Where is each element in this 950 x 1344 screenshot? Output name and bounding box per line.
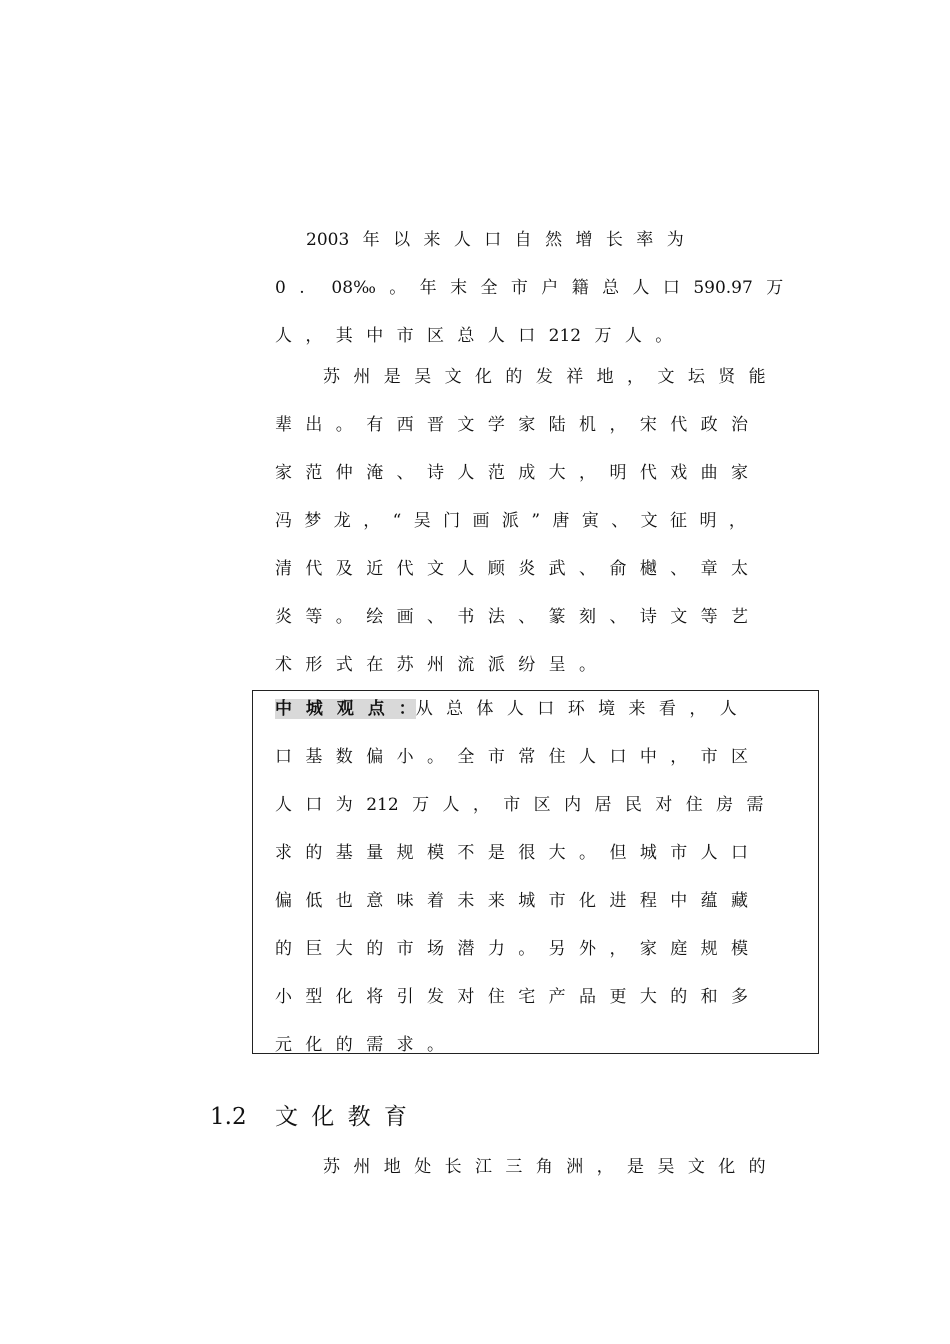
section-number: 1.2 bbox=[210, 1104, 247, 1130]
viewpoint-line: 口 基 数 偏 小 。 全 市 常 住 人 口 中 ， 市 区 bbox=[275, 747, 749, 767]
paragraph-line: 炎 等 。 绘 画 、 书 法 、 篆 刻 、 诗 文 等 艺 bbox=[275, 607, 749, 627]
paragraph-line: 苏 州 地 处 长 江 三 角 洲 ， 是 吴 文 化 的 bbox=[323, 1157, 766, 1177]
viewpoint-line: 的 巨 大 的 市 场 潜 力 。 另 外 ， 家 庭 规 模 bbox=[275, 939, 749, 959]
viewpoint-first-line bbox=[275, 698, 737, 720]
viewpoint-line: 小 型 化 将 引 发 对 住 宅 产 品 更 大 的 和 多 bbox=[275, 987, 749, 1007]
paragraph-line: 家 范 仲 淹 、 诗 人 范 成 大 ， 明 代 戏 曲 家 bbox=[275, 463, 749, 483]
viewpoint-line: 求 的 基 量 规 模 不 是 很 大 。 但 城 市 人 口 bbox=[275, 843, 749, 863]
paragraph-line: 术 形 式 在 苏 州 流 派 纷 呈 。 bbox=[275, 655, 597, 675]
paragraph-line: 苏 州 是 吴 文 化 的 发 祥 地 ， 文 坛 贤 能 bbox=[323, 367, 766, 387]
viewpoint-line: 人 口 为 212 万 人 ， 市 区 内 居 民 对 住 房 需 bbox=[275, 795, 764, 815]
viewpoint-line: 偏 低 也 意 味 着 未 来 城 市 化 进 程 中 蕴 藏 bbox=[275, 891, 749, 911]
viewpoint-first-text: 从 总 体 人 口 环 境 来 看 ， 人 bbox=[415, 699, 737, 719]
paragraph-line: 2003 年 以 来 人 口 自 然 增 长 率 为 bbox=[306, 230, 684, 250]
section-title: 文 化 教 育 bbox=[275, 1104, 407, 1130]
paragraph-line: 清 代 及 近 代 文 人 顾 炎 武 、 俞 樾 、 章 太 bbox=[275, 559, 749, 579]
paragraph-line: 人 ， 其 中 市 区 总 人 口 212 万 人 。 bbox=[275, 326, 673, 346]
viewpoint-line: 元 化 的 需 求 。 bbox=[275, 1035, 445, 1055]
paragraph-line: 0 . 08‰ 。 年 末 全 市 户 籍 总 人 口 590.97 万 bbox=[275, 278, 784, 298]
paragraph-line: 辈 出 。 有 西 晋 文 学 家 陆 机 ， 宋 代 政 治 bbox=[275, 415, 749, 435]
viewpoint-label: 中 城 观 点 ： bbox=[275, 699, 416, 719]
paragraph-line: 冯 梦 龙 ， “ 吴 门 画 派 ” 唐 寅 、 文 征 明 ， bbox=[275, 511, 746, 531]
